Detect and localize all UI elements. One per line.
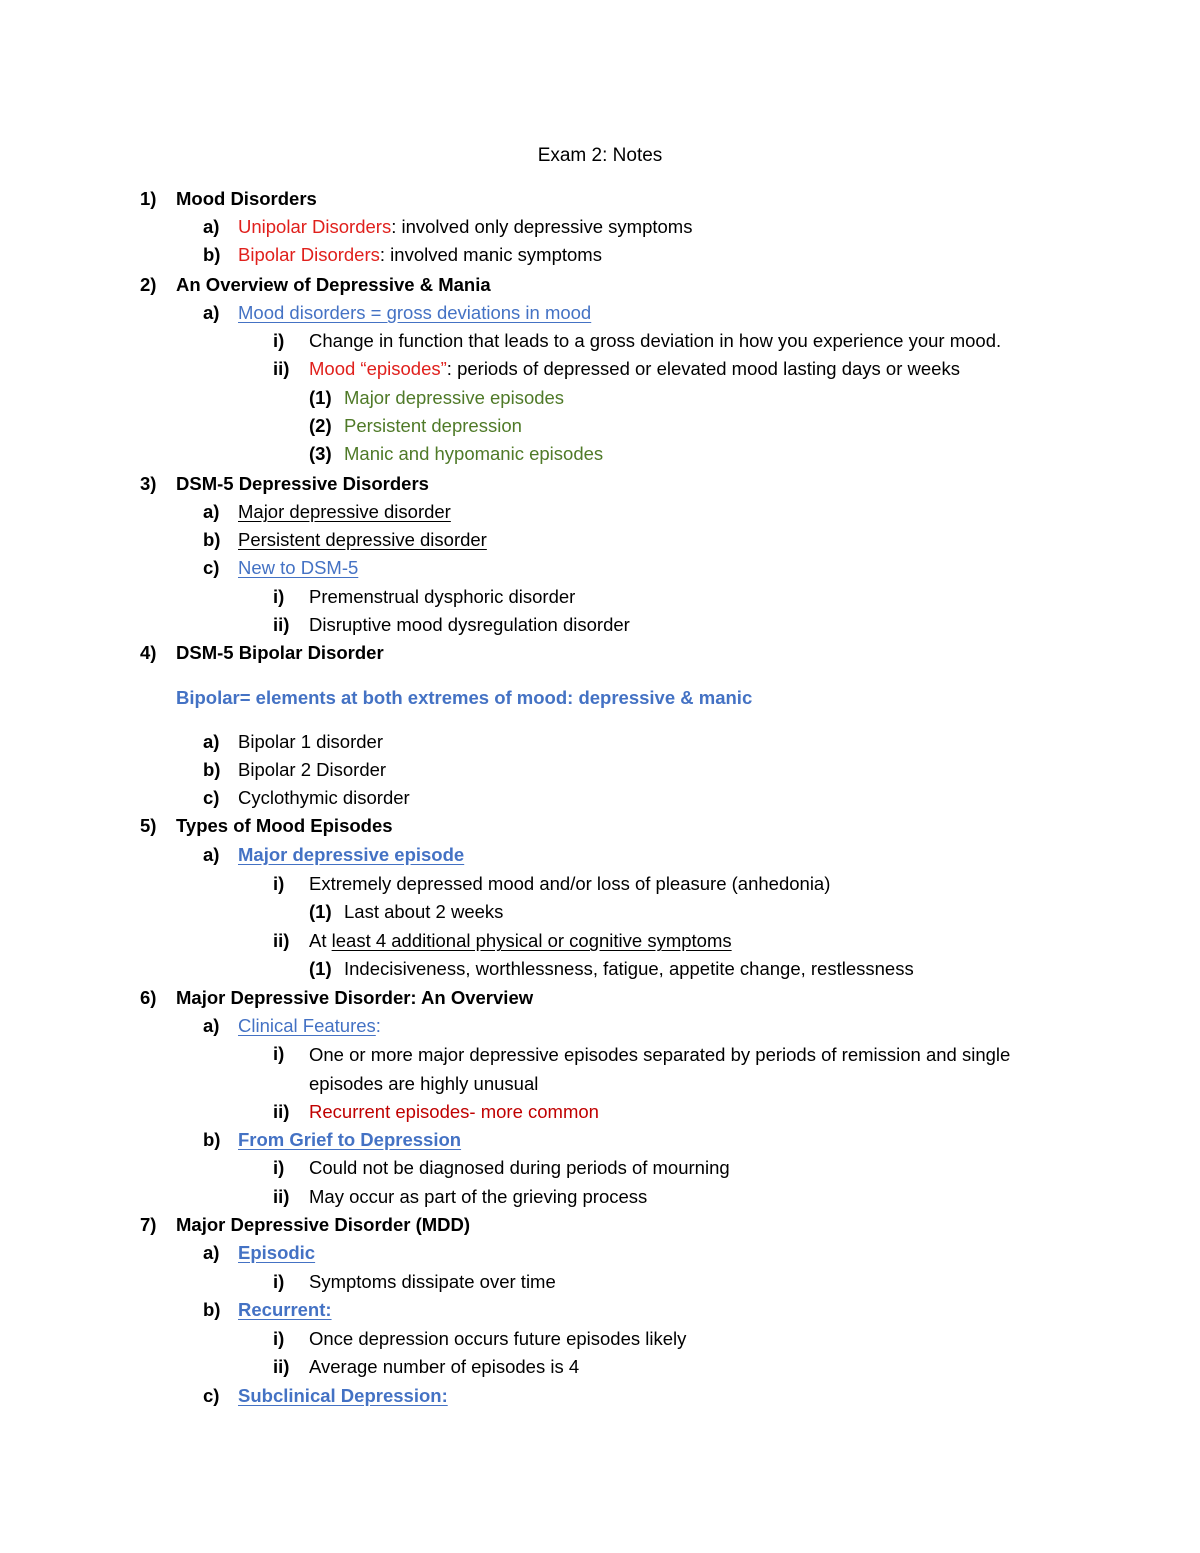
outline-marker: a) (203, 731, 220, 752)
text-segment: Subclinical Depression: (238, 1385, 448, 1406)
outline-marker: b) (203, 529, 221, 550)
text-segment: Bipolar 1 disorder (238, 731, 383, 752)
page-title: Exam 2: Notes (537, 145, 663, 166)
outline-text (238, 841, 464, 869)
text-segment: DSM-5 Depressive Disorders (176, 473, 429, 494)
outline-text (309, 583, 575, 611)
text-segment: Mood Disorders (176, 188, 317, 209)
outline-text (309, 1325, 686, 1353)
outline-text (309, 870, 830, 898)
outline-text (176, 984, 533, 1012)
outline-text (238, 728, 383, 756)
outline-text (238, 498, 451, 526)
outline-text (238, 241, 602, 269)
outline-item-level-3 (0, 870, 1200, 898)
outline-item-level-3 (0, 927, 1200, 955)
outline-item-level-2 (0, 241, 1200, 269)
text-segment: : involved only depressive symptoms (391, 216, 693, 237)
outline-text (309, 1098, 599, 1126)
outline-item-level-2 (0, 299, 1200, 327)
outline-marker: 6) (140, 987, 157, 1008)
outline-text (344, 440, 603, 468)
text-segment: Cyclothymic disorder (238, 787, 410, 808)
text-segment: : (375, 1015, 381, 1036)
outline-marker: i) (273, 1271, 285, 1292)
outline-item-level-3 (0, 1154, 1200, 1182)
outline-marker: ii) (273, 358, 290, 379)
outline-marker: a) (203, 844, 220, 865)
text-segment: Extremely depressed mood and/or loss of pleasure (anhedonia) (309, 873, 831, 894)
outline-item-level-1 (0, 185, 1200, 213)
outline-text (176, 639, 384, 667)
outline-item-level-3 (0, 1098, 1200, 1126)
outline-marker: 2) (140, 274, 157, 295)
text-segment: : periods of depressed or elevated mood lasting days or weeks (446, 358, 960, 379)
outline-marker: i) (273, 586, 285, 607)
outline-marker: 3) (140, 473, 157, 494)
text-segment: Indecisiveness, worthlessness, fatigue, appetite change, restlessness (344, 958, 914, 979)
outline-item-level-2 (0, 526, 1200, 554)
text-segment: Persistent depression (344, 415, 522, 436)
text-segment: Once depression occurs future episodes likely (309, 1328, 687, 1349)
outline-marker: (1) (309, 901, 332, 922)
outline-item-level-2 (0, 756, 1200, 784)
outline-item-level-1 (0, 812, 1200, 840)
outline-marker: ii) (273, 1356, 290, 1377)
outline-marker: b) (203, 244, 221, 265)
outline-item-level-3 (0, 1353, 1200, 1381)
outline-marker: i) (273, 1157, 285, 1178)
outline-marker: (1) (309, 387, 332, 408)
text-segment: May occur as part of the grieving process (309, 1186, 648, 1207)
outline-item-level-2 (0, 1382, 1200, 1410)
outline-item-level-1 (0, 1211, 1200, 1239)
outline-marker: a) (203, 1242, 220, 1263)
text-segment: Unipolar Disorders (238, 216, 392, 237)
outline-text (238, 526, 487, 554)
outline-item-level-2 (0, 1012, 1200, 1040)
text-segment: Recurrent: (238, 1299, 332, 1320)
outline-item-level-3 (0, 583, 1200, 611)
outline-text (238, 1239, 315, 1267)
outline-item-level-3 (0, 1325, 1200, 1353)
outline-item-level-1 (0, 470, 1200, 498)
outline-text (238, 1012, 381, 1040)
outline-marker: (1) (309, 958, 332, 979)
text-segment: Types of Mood Episodes (176, 815, 393, 836)
outline-item-level-2 (0, 1296, 1200, 1324)
text-segment: One or more major depressive episodes separated by periods of remission and single episodes are highly unusual (309, 1044, 1011, 1094)
text-segment: Last about 2 weeks (344, 901, 504, 922)
outline-text (238, 554, 358, 582)
outline-text (238, 1296, 332, 1324)
outline-item-level-3 (0, 1040, 1200, 1094)
outline-item-level-4 (0, 440, 1200, 468)
outline-item-level-2 (0, 784, 1200, 812)
outline-text (309, 611, 630, 639)
outline-text (238, 1382, 448, 1410)
text-segment: Disruptive mood dysregulation disorder (309, 614, 630, 635)
outline-marker: a) (203, 216, 220, 237)
outline-marker: i) (273, 1043, 285, 1064)
outline-item-level-4 (0, 898, 1200, 926)
outline-item-level-4 (0, 412, 1200, 440)
outline-item-level-2 (0, 498, 1200, 526)
outline-text (309, 1268, 556, 1296)
text-segment: Average number of episodes is 4 (309, 1356, 580, 1377)
outline-marker: i) (273, 330, 285, 351)
outline-text (344, 384, 564, 412)
outline-marker: 7) (140, 1214, 157, 1235)
outline-text (344, 412, 522, 440)
text-segment: DSM-5 Bipolar Disorder (176, 642, 384, 663)
outline-text (176, 684, 752, 712)
outline-text (309, 327, 1001, 355)
outline-marker: 1) (140, 188, 157, 209)
text-segment: Major depressive episodes (344, 387, 565, 408)
text-segment: Bipolar Disorders (238, 244, 380, 265)
outline-marker: a) (203, 302, 220, 323)
outline-marker: ii) (273, 614, 290, 635)
text-segment: Bipolar 2 Disorder (238, 759, 387, 780)
outline-item-level-4 (0, 955, 1200, 983)
text-segment: Major Depressive Disorder: An Overview (176, 987, 534, 1008)
outline-text (309, 927, 732, 955)
outline-text (176, 812, 393, 840)
text-segment: Symptoms dissipate over time (309, 1271, 556, 1292)
outline-item-level-2 (0, 213, 1200, 241)
text-segment: From Grief to Depression (238, 1129, 462, 1150)
outline-text (238, 213, 692, 241)
outline-marker: a) (203, 501, 220, 522)
text-segment: Clinical Features (238, 1015, 376, 1036)
text-segment: Mood “episodes” (309, 358, 447, 379)
outline-text (176, 1211, 470, 1239)
outline-marker: b) (203, 1129, 221, 1150)
outline-text (176, 185, 317, 213)
outline-marker: ii) (273, 930, 290, 951)
text-segment: Manic and hypomanic episodes (344, 443, 604, 464)
text-segment: Major depressive disorder (238, 501, 451, 522)
outline-item-level-0 (0, 684, 1200, 712)
outline-text (238, 756, 386, 784)
outline-item-level-2 (0, 728, 1200, 756)
text-segment: New to DSM-5 (238, 557, 359, 578)
text-segment: Mood disorders = gross deviations in mood (238, 302, 592, 323)
outline-item-level-2 (0, 554, 1200, 582)
outline-item-level-1 (0, 639, 1200, 667)
outline-marker: ii) (273, 1186, 290, 1207)
outline-item-level-1 (0, 984, 1200, 1012)
outline-text (176, 271, 491, 299)
outline-marker: b) (203, 1299, 221, 1320)
text-segment: Could not be diagnosed during periods of mourning (309, 1157, 730, 1178)
outline-item-level-4 (0, 384, 1200, 412)
outline-text (238, 784, 410, 812)
outline-marker: c) (203, 557, 220, 578)
outline-text (238, 299, 591, 327)
outline-marker: 4) (140, 642, 157, 663)
outline-marker: a) (203, 1015, 220, 1036)
text-segment: Recurrent episodes- more common (309, 1101, 599, 1122)
outline-item-level-3 (0, 327, 1200, 355)
text-segment: Change in function that leads to a gross deviation in how you experience your mood. (309, 330, 1002, 351)
text-segment: Premenstrual dysphoric disorder (309, 586, 576, 607)
outline-marker: ii) (273, 1101, 290, 1122)
outline-marker: c) (203, 1385, 220, 1406)
outline-marker: 5) (140, 815, 157, 836)
outline-text (309, 355, 960, 383)
text-segment: Major Depressive Disorder (MDD) (176, 1214, 471, 1235)
outline-text (309, 1040, 1069, 1098)
text-segment: At (309, 930, 332, 951)
outline-item-level-3 (0, 1268, 1200, 1296)
outline-marker: (3) (309, 443, 332, 464)
outline-item-level-3 (0, 355, 1200, 383)
outline-item-level-3 (0, 1183, 1200, 1211)
text-segment: least 4 additional physical or cognitive symptoms (331, 930, 732, 951)
outline-marker: b) (203, 759, 221, 780)
outline-text (176, 470, 429, 498)
outline-text (238, 1126, 461, 1154)
outline-marker: (2) (309, 415, 332, 436)
outline-marker: i) (273, 873, 285, 894)
outline-text (309, 1353, 579, 1381)
outline-text (309, 1183, 647, 1211)
outline-text (309, 1154, 730, 1182)
text-segment: Bipolar= elements at both extremes of mood: depressive & manic (176, 687, 753, 708)
outline-item-level-2 (0, 1239, 1200, 1267)
outline-marker: c) (203, 787, 220, 808)
outline-text (344, 955, 914, 983)
text-segment: Episodic (238, 1242, 316, 1263)
text-segment: Persistent depressive disorder (238, 529, 487, 550)
outline-item-level-3 (0, 611, 1200, 639)
outline-item-level-1 (0, 271, 1200, 299)
outline-text (344, 898, 503, 926)
text-segment: Major depressive episode (238, 844, 465, 865)
outline-item-level-2 (0, 841, 1200, 869)
text-segment: An Overview of Depressive & Mania (176, 274, 491, 295)
text-segment: : involved manic symptoms (379, 244, 602, 265)
outline-item-level-2 (0, 1126, 1200, 1154)
outline-marker: i) (273, 1328, 285, 1349)
